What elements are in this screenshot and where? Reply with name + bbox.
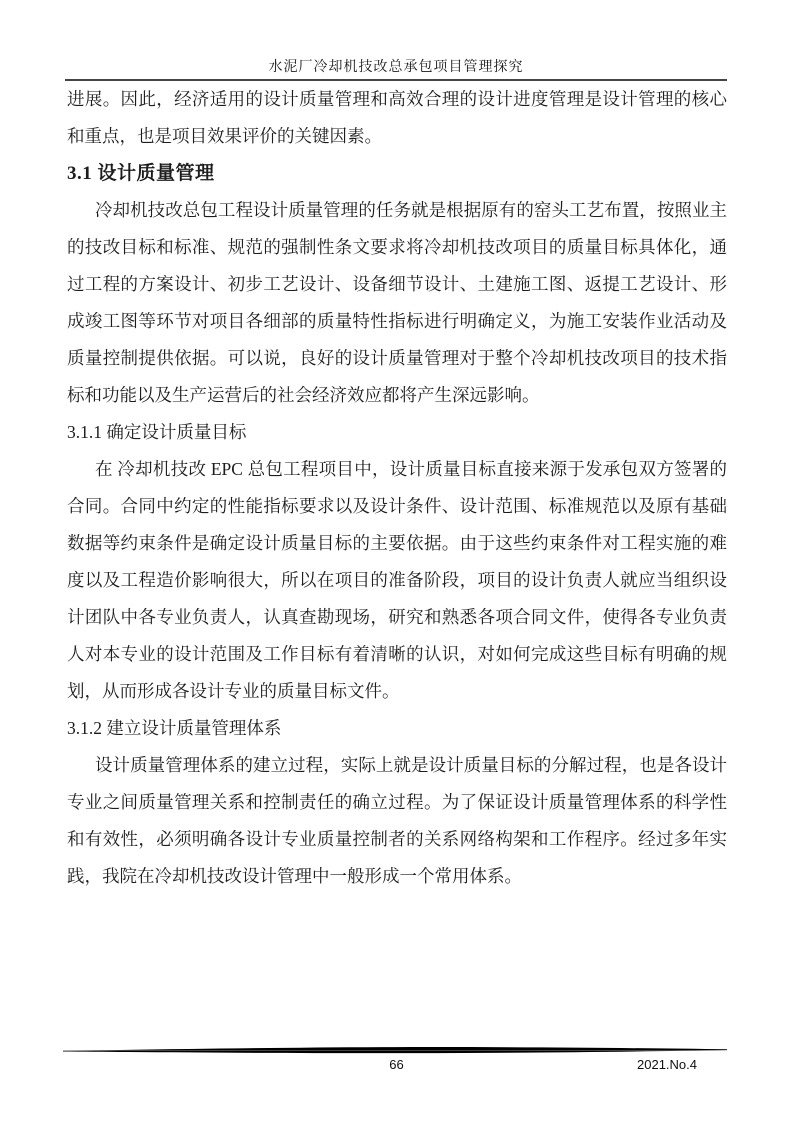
page-footer (0, 1057, 793, 1075)
paragraph-section-intro: 冷却机技改总包工程设计质量管理的任务就是根据原有的窑头工艺布置，按照业主的技改目标和标准、规范的强制性条文要求将冷却机技改项目的质量目标具体化，通过工程的方案设计、初步工艺设计、设备细节设计、土建施工图、返提工艺设计、形成竣工图等环节对项目各细部的质量特性指标进行明确定义，为施工安装作业活动及质量控制提供依据。可以说，良好的设计质量管理对于整个冷却机技改项目的技术指标和功能以及生产运营后的社会经济效应都将产生深远影响。 (67, 200, 727, 405)
running-header (65, 0, 727, 81)
footer-tapered-rule (63, 1046, 727, 1055)
page-number: 66 (389, 1057, 404, 1072)
paragraph-subsection-3-1-2: 设计质量管理体系的建立过程，实际上就是设计质量目标的分解过程，也是各设计专业之间质量管理关系和控制责任的确立过程。为了保证设计质量管理体系的科学性和有效性，必须明确各设计专业质量控制者的关系网络构架和工作程序。经过多年实践，我院在冷却机技改设计管理中一般形成一个常用体系。 (67, 755, 727, 886)
running-header-title: 水泥厂冷却机技改总承包项目管理探究 (268, 60, 524, 75)
subsection-heading-3-1-1: 3.1.1 确定设计质量目标 (67, 422, 247, 442)
page-body (67, 81, 727, 895)
subsection-heading-3-1-2: 3.1.2 建立设计质量管理体系 (67, 718, 282, 738)
journal-issue-label: 2021.No.4 (637, 1057, 697, 1072)
paragraph-subsection-3-1-1: 在 冷却机技改 EPC 总包工程项目中，设计质量目标直接来源于发承包双方签署的合同。合同中约定的性能指标要求以及设计条件、设计范围、标准规范以及原有基础数据等约束条件是确定设计质量目标的主要依据。由于这些约束条件对工程实施的难度以及工程造价影响很大，所以在项目的准备阶段，项目的设计负责人就应当组织设计团队中各专业负责人，认真查勘现场，研究和熟悉各项合同文件，使得各专业负责人对本专业的设计范围及工作目标有着清晰的认识，对如何完成这些目标有明确的规划，从而形成各设计专业的质量目标文件。 (67, 459, 727, 701)
paragraph-intro-continuation: 进展。因此，经济适用的设计质量管理和高效合理的设计进度管理是设计管理的核心和重点，也是项目效果评价的关键因素。 (67, 89, 727, 146)
section-heading-3-1: 3.1 设计质量管理 (67, 163, 215, 184)
